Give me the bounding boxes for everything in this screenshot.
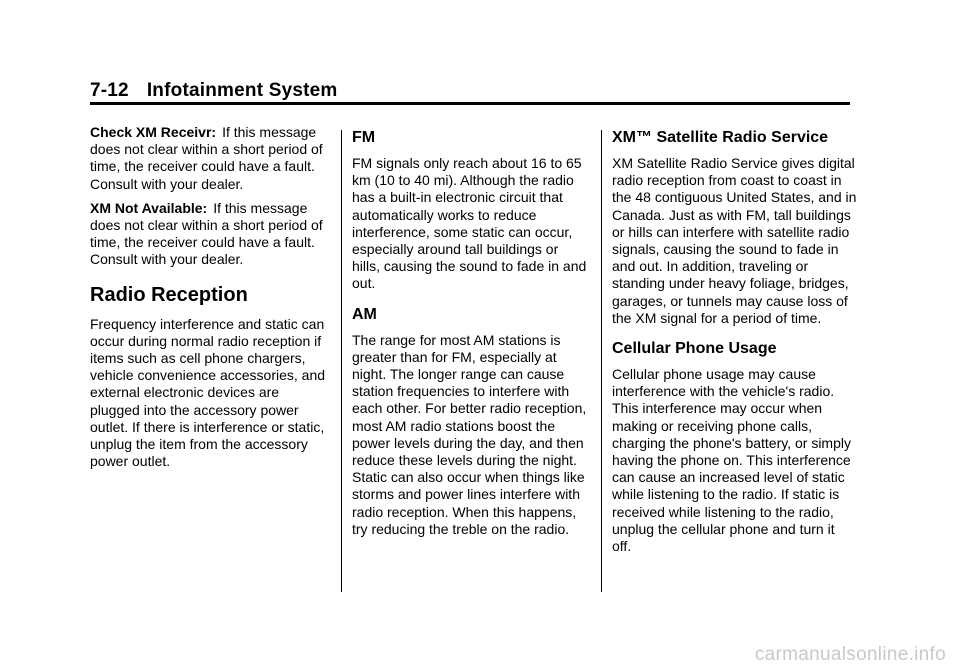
page-header [90, 80, 338, 102]
watermark: carmanualsonline.info [754, 644, 946, 665]
message-label: XM Not Available: [90, 199, 208, 216]
column-2 [352, 128, 590, 545]
subheading-xm: XM™ Satellite Radio Service [612, 129, 829, 146]
paragraph: Cellular phone usage may cause interference with the vehicle's radio. This interference may occur when making or receiving phone calls, charging the phone's battery, or simply having the phone on. This interference can cause an increased level of static while listening to the radio. If static is received while listening to the radio, unplug the cellular phone and turn it off. [612, 366, 851, 555]
paragraph: XM Satellite Radio Service gives digital radio reception from coast to coast in the 48 contiguous United States, and in Canada. Just as with FM, tall buildings or hills can interfere with satellite radio signals, causing the sound to fade in and out. In addition, traveling or standing under heavy foliage, bridges, garages, or tunnels may cause loss of the XM signal for a period of time. [612, 155, 857, 326]
subheading-fm: FM [352, 129, 376, 146]
paragraph: Frequency interference and static can occur during normal radio reception if items such as cell phone chargers, vehicle convenience accessories, and external electronic devices are plugged into the accessory power outlet. If there is interference or static, unplug the item from the accessory power outlet. [90, 315, 326, 470]
page-number: 7-12 [90, 80, 129, 101]
message-text: If this message does not clear within a short period of time, the receiver could have a fault. Consult with your dealer. [90, 199, 323, 268]
message-item [90, 124, 330, 193]
subheading-am: AM [352, 305, 377, 323]
paragraph: FM signals only reach about 16 to 65 km (10 to 40 mi). Although the radio has a built-in electronic circuit that automatically works to reduce interference, some static can occur, especially around tall buildings or hills, causing the sound to fade in and out. [352, 155, 587, 292]
column-divider [341, 130, 342, 592]
column-3 [612, 128, 857, 562]
section-title: Infotainment System [146, 80, 338, 101]
message-text: If this message does not clear within a short period of time, the receiver could have a fault. Consult with your dealer. [90, 124, 323, 192]
subheading-cellular: Cellular Phone Usage [612, 340, 777, 358]
message-label: Check XM Receivr: [90, 124, 217, 140]
section-heading-radio-reception: Radio Reception [90, 283, 248, 306]
message-item [90, 200, 330, 269]
column-1 [90, 124, 330, 477]
header-rule [90, 102, 850, 105]
paragraph: The range for most AM stations is greater than for FM, especially at night. The longer range can cause station frequencies to interfere with each other. For better radio reception, most AM radio stations boost the power levels during the day, and then reduce these levels during the night. Static can also occur when things like storms and power lines interfere with radio reception. When this happens, try reducing the treble on the radio. [352, 331, 587, 537]
column-divider [601, 130, 602, 592]
